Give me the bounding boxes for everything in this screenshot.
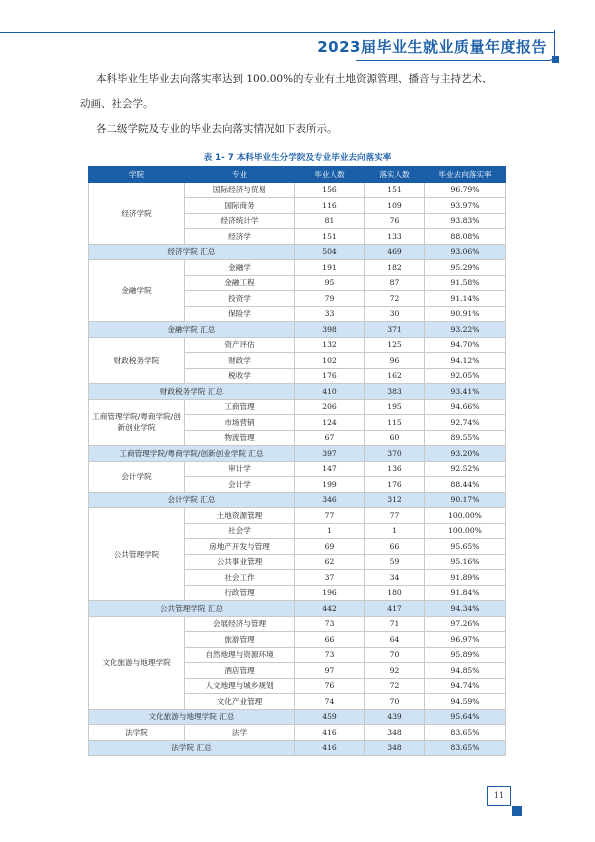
report-title: 2023届毕业生就业质量年度报告 [317, 38, 547, 56]
graduates-cell: 191 [295, 260, 365, 276]
summary-label-cell: 法学院 汇总 [89, 740, 295, 756]
rate-cell: 94.74% [425, 678, 506, 694]
major-cell: 公共事业管理 [185, 554, 295, 570]
rate-cell: 95.89% [425, 647, 506, 663]
rate-cell: 93.83% [425, 213, 506, 229]
rate-cell: 93.97% [425, 198, 506, 214]
rate-cell: 95.16% [425, 554, 506, 570]
placed-cell: 72 [365, 291, 425, 307]
summary-placed-cell: 417 [365, 601, 425, 617]
placed-cell: 136 [365, 461, 425, 477]
rate-cell: 96.79% [425, 182, 506, 198]
placed-cell: 133 [365, 229, 425, 245]
major-cell: 金融工程 [185, 275, 295, 291]
graduates-cell: 206 [295, 399, 365, 415]
paragraph-line-3: 各二级学院及专业的毕业去向落实情况如下表所示。 [96, 123, 338, 135]
college-cell: 文化旅游与地理学院 [89, 616, 185, 709]
graduates-cell: 95 [295, 275, 365, 291]
major-cell: 资产评估 [185, 337, 295, 353]
graduates-cell: 132 [295, 337, 365, 353]
header-rate: 毕业去向落实率 [425, 167, 506, 183]
rate-cell: 95.29% [425, 260, 506, 276]
graduates-cell: 76 [295, 678, 365, 694]
summary-label-cell: 公共管理学院 汇总 [89, 601, 295, 617]
major-cell: 旅游管理 [185, 632, 295, 648]
page-number: 11 [487, 786, 511, 806]
graduates-cell: 66 [295, 632, 365, 648]
graduates-cell: 33 [295, 306, 365, 322]
summary-rate-cell: 94.34% [425, 601, 506, 617]
rate-cell: 100.00% [425, 523, 506, 539]
summary-graduates-cell: 397 [295, 446, 365, 462]
major-cell: 自然地理与资源环境 [185, 647, 295, 663]
graduates-cell: 69 [295, 539, 365, 555]
placed-cell: 125 [365, 337, 425, 353]
placed-cell: 70 [365, 647, 425, 663]
major-cell: 保险学 [185, 306, 295, 322]
table-row [89, 399, 506, 415]
summary-label-cell: 工商管理学院/粤商学院/创新创业学院 汇总 [89, 446, 295, 462]
placed-cell: 30 [365, 306, 425, 322]
placed-cell: 162 [365, 368, 425, 384]
graduates-cell: 74 [295, 694, 365, 710]
summary-label-cell: 文化旅游与地理学院 汇总 [89, 709, 295, 725]
rate-cell: 92.74% [425, 415, 506, 431]
graduates-cell: 176 [295, 368, 365, 384]
major-cell: 国际商务 [185, 198, 295, 214]
graduates-cell: 151 [295, 229, 365, 245]
rate-cell: 94.59% [425, 694, 506, 710]
major-cell: 行政管理 [185, 585, 295, 601]
rate-cell: 91.84% [425, 585, 506, 601]
rate-cell: 91.14% [425, 291, 506, 307]
graduates-cell: 37 [295, 570, 365, 586]
major-cell: 经济学 [185, 229, 295, 245]
graduates-cell: 196 [295, 585, 365, 601]
paragraph-line-1: 本科毕业生毕业去向落实率达到 100.00%的专业有土地资源管理、播音与主持艺术、 [96, 73, 493, 85]
placed-cell: 115 [365, 415, 425, 431]
graduates-cell: 73 [295, 616, 365, 632]
summary-rate-cell: 95.64% [425, 709, 506, 725]
placed-cell: 70 [365, 694, 425, 710]
college-cell: 经济学院 [89, 182, 185, 244]
major-cell: 金融学 [185, 260, 295, 276]
table-caption: 表 1- 7 本科毕业生分学院及专业毕业去向落实率 [203, 153, 392, 163]
summary-row [89, 740, 506, 756]
summary-placed-cell: 312 [365, 492, 425, 508]
placed-cell: 195 [365, 399, 425, 415]
graduates-cell: 124 [295, 415, 365, 431]
summary-placed-cell: 371 [365, 322, 425, 338]
table-row [89, 260, 506, 276]
placed-cell: 92 [365, 663, 425, 679]
major-cell: 审计学 [185, 461, 295, 477]
summary-placed-cell: 383 [365, 384, 425, 400]
placed-cell: 71 [365, 616, 425, 632]
major-cell: 市场营销 [185, 415, 295, 431]
placed-cell: 182 [365, 260, 425, 276]
major-cell: 酒店管理 [185, 663, 295, 679]
placed-cell: 72 [365, 678, 425, 694]
rate-cell: 88.08% [425, 229, 506, 245]
major-cell: 财政学 [185, 353, 295, 369]
major-cell: 投资学 [185, 291, 295, 307]
summary-label-cell: 经济学院 汇总 [89, 244, 295, 260]
rate-cell: 94.12% [425, 353, 506, 369]
college-cell: 财政税务学院 [89, 337, 185, 384]
rate-cell: 92.05% [425, 368, 506, 384]
major-cell: 税收学 [185, 368, 295, 384]
major-cell: 物流管理 [185, 430, 295, 446]
graduation-table [88, 166, 506, 756]
college-cell: 金融学院 [89, 260, 185, 322]
summary-rate-cell: 93.41% [425, 384, 506, 400]
placed-cell: 109 [365, 198, 425, 214]
major-cell: 会计学 [185, 477, 295, 493]
header-accent-square [552, 56, 559, 63]
major-cell: 经济统计学 [185, 213, 295, 229]
rate-cell: 91.58% [425, 275, 506, 291]
rate-cell: 94.70% [425, 337, 506, 353]
college-cell: 工商管理学院/粤商学院/创新创业学院 [89, 399, 185, 446]
summary-graduates-cell: 442 [295, 601, 365, 617]
major-cell: 土地资源管理 [185, 508, 295, 524]
rate-cell: 100.00% [425, 508, 506, 524]
graduates-cell: 79 [295, 291, 365, 307]
table-row [89, 461, 506, 477]
summary-row [89, 492, 506, 508]
rate-cell: 97.26% [425, 616, 506, 632]
placed-cell: 176 [365, 477, 425, 493]
major-cell: 人文地理与城乡规划 [185, 678, 295, 694]
summary-placed-cell: 348 [365, 740, 425, 756]
summary-graduates-cell: 504 [295, 244, 365, 260]
major-cell: 法学 [185, 725, 295, 741]
major-cell: 工商管理 [185, 399, 295, 415]
graduates-cell: 73 [295, 647, 365, 663]
rate-cell: 92.52% [425, 461, 506, 477]
rate-cell: 89.55% [425, 430, 506, 446]
rate-cell: 88.44% [425, 477, 506, 493]
table-row [89, 182, 506, 198]
summary-placed-cell: 469 [365, 244, 425, 260]
major-cell: 国际经济与贸易 [185, 182, 295, 198]
paragraph-line-2: 动画、社会学。 [80, 98, 154, 110]
summary-label-cell: 金融学院 汇总 [89, 322, 295, 338]
placed-cell: 96 [365, 353, 425, 369]
summary-row [89, 601, 506, 617]
major-cell: 社会学 [185, 523, 295, 539]
rate-cell: 94.85% [425, 663, 506, 679]
graduates-cell: 1 [295, 523, 365, 539]
college-cell: 法学院 [89, 725, 185, 741]
graduates-cell: 199 [295, 477, 365, 493]
college-cell: 会计学院 [89, 461, 185, 492]
graduates-cell: 67 [295, 430, 365, 446]
placed-cell: 76 [365, 213, 425, 229]
rate-cell: 83.65% [425, 725, 506, 741]
graduates-cell: 81 [295, 213, 365, 229]
summary-rate-cell: 83.65% [425, 740, 506, 756]
placed-cell: 87 [365, 275, 425, 291]
summary-row [89, 322, 506, 338]
summary-rate-cell: 93.06% [425, 244, 506, 260]
placed-cell: 64 [365, 632, 425, 648]
summary-row [89, 384, 506, 400]
summary-graduates-cell: 410 [295, 384, 365, 400]
summary-row [89, 244, 506, 260]
summary-rate-cell: 93.20% [425, 446, 506, 462]
placed-cell: 180 [365, 585, 425, 601]
summary-graduates-cell: 346 [295, 492, 365, 508]
placed-cell: 59 [365, 554, 425, 570]
placed-cell: 151 [365, 182, 425, 198]
graduates-cell: 97 [295, 663, 365, 679]
graduates-cell: 147 [295, 461, 365, 477]
major-cell: 会展经济与管理 [185, 616, 295, 632]
table-header-row [89, 167, 506, 183]
placed-cell: 77 [365, 508, 425, 524]
rate-cell: 95.65% [425, 539, 506, 555]
summary-graduates-cell: 398 [295, 322, 365, 338]
summary-label-cell: 会计学院 汇总 [89, 492, 295, 508]
major-cell: 文化产业管理 [185, 694, 295, 710]
rate-cell: 96.97% [425, 632, 506, 648]
summary-rate-cell: 93.22% [425, 322, 506, 338]
page-accent-square [512, 806, 522, 816]
header-graduates: 毕业人数 [295, 167, 365, 183]
graduates-cell: 77 [295, 508, 365, 524]
rate-cell: 91.89% [425, 570, 506, 586]
graduates-cell: 116 [295, 198, 365, 214]
summary-rate-cell: 90.17% [425, 492, 506, 508]
summary-label-cell: 财政税务学院 汇总 [89, 384, 295, 400]
summary-row [89, 446, 506, 462]
rate-cell: 90.91% [425, 306, 506, 322]
placed-cell: 34 [365, 570, 425, 586]
graduates-cell: 62 [295, 554, 365, 570]
placed-cell: 348 [365, 725, 425, 741]
graduates-cell: 156 [295, 182, 365, 198]
summary-placed-cell: 439 [365, 709, 425, 725]
college-cell: 公共管理学院 [89, 508, 185, 601]
summary-row [89, 709, 506, 725]
table-row [89, 508, 506, 524]
placed-cell: 60 [365, 430, 425, 446]
placed-cell: 66 [365, 539, 425, 555]
table-row [89, 725, 506, 741]
table-row [89, 616, 506, 632]
placed-cell: 1 [365, 523, 425, 539]
table-row [89, 337, 506, 353]
header-placed: 落实人数 [365, 167, 425, 183]
header-major: 专业 [185, 167, 295, 183]
header-college: 学院 [89, 167, 185, 183]
graduates-cell: 102 [295, 353, 365, 369]
major-cell: 社会工作 [185, 570, 295, 586]
summary-graduates-cell: 459 [295, 709, 365, 725]
graduates-cell: 416 [295, 725, 365, 741]
summary-placed-cell: 370 [365, 446, 425, 462]
rate-cell: 94.66% [425, 399, 506, 415]
major-cell: 房地产开发与管理 [185, 539, 295, 555]
summary-graduates-cell: 416 [295, 740, 365, 756]
